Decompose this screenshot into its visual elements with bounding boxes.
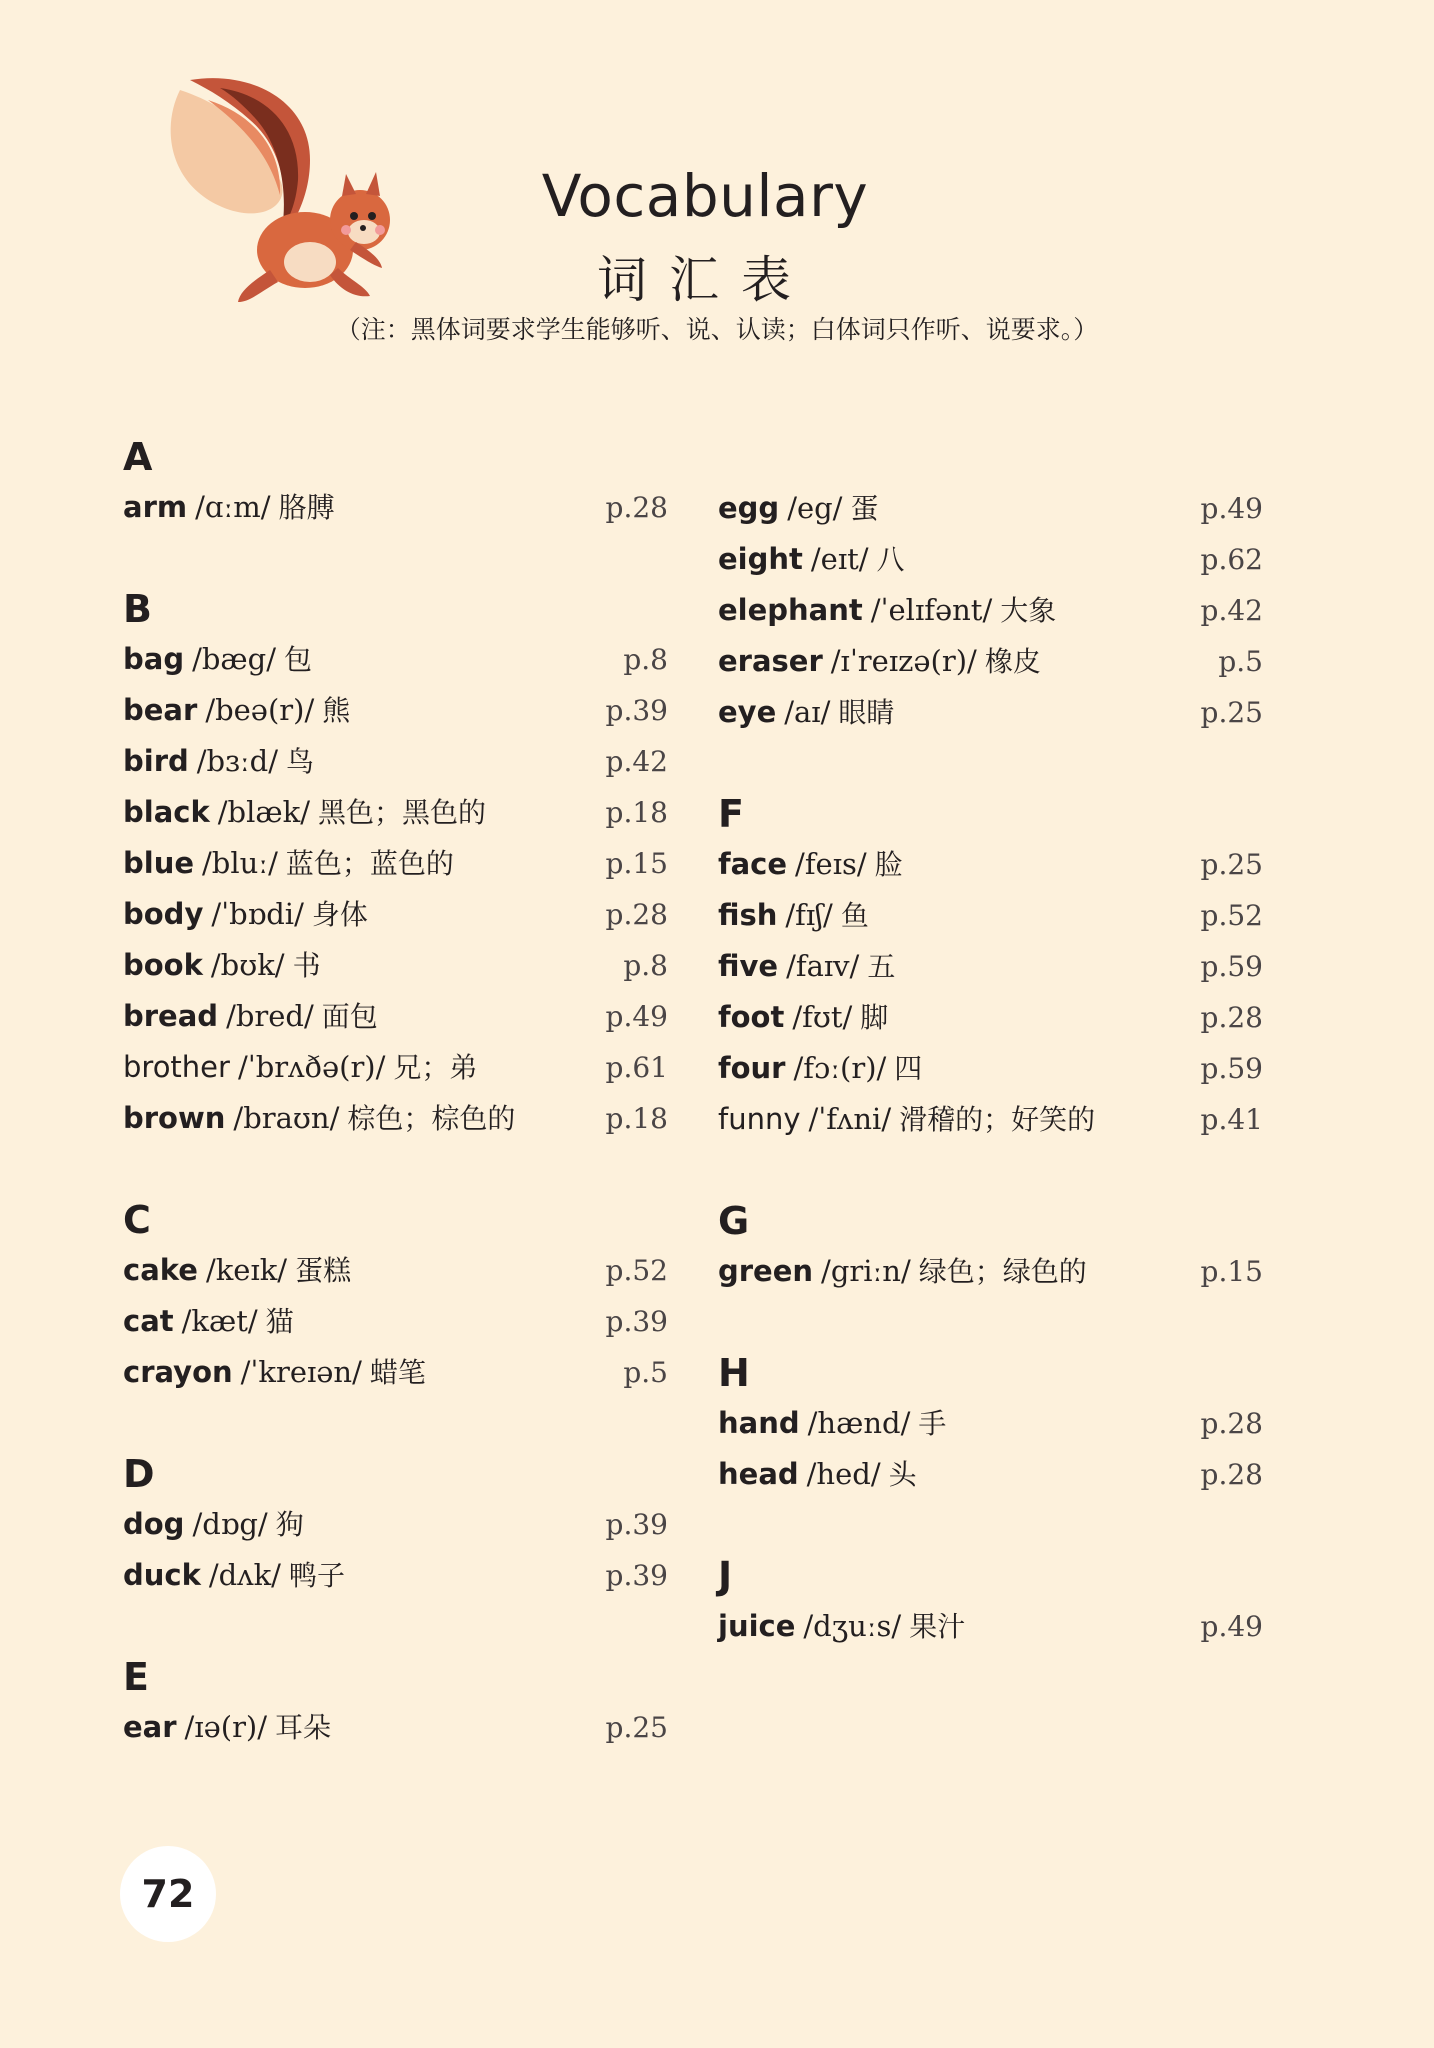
vocab-entry	[718, 941, 1263, 992]
entry-word: crayon	[123, 1355, 233, 1389]
entry-phonetic: /hed/	[806, 1457, 881, 1491]
vocab-entry	[718, 585, 1263, 636]
entry-page-ref: p.39	[605, 1559, 668, 1592]
entry-page-ref: p.5	[623, 1356, 668, 1389]
entry-meaning: 胳膊	[278, 491, 335, 524]
vocab-entry	[718, 839, 1263, 890]
entry-page-ref: p.39	[605, 1508, 668, 1541]
vocab-entry	[123, 1550, 668, 1601]
entry-meaning: 兄；弟	[393, 1051, 478, 1084]
entry-meaning: 蓝色；蓝色的	[285, 847, 454, 880]
entry-phonetic: /fʊt/	[792, 1000, 853, 1034]
vocab-section	[718, 1196, 1263, 1297]
entry-meaning: 大象	[1000, 594, 1057, 627]
entry-word: eraser	[718, 644, 823, 678]
entry-phonetic: /faɪv/	[786, 949, 860, 983]
entry-phonetic: /bʊk/	[210, 948, 285, 982]
entry-word: foot	[718, 1000, 785, 1034]
entry-word: bag	[123, 642, 185, 676]
entry-phonetic: /eɪt/	[810, 542, 869, 576]
entry-phonetic: /ˈelɪfənt/	[870, 593, 993, 627]
entry-meaning: 四	[894, 1052, 923, 1085]
entry-page-ref: p.28	[605, 491, 668, 524]
vocab-entry	[123, 1245, 668, 1296]
entry-phonetic: /bred/	[226, 999, 314, 1033]
vocab-section	[123, 432, 668, 533]
entry-word: dog	[123, 1507, 185, 1541]
section-letter: A	[123, 435, 153, 479]
entry-meaning: 面包	[321, 1000, 378, 1033]
entry-meaning: 蛋	[850, 492, 879, 525]
entry-phonetic: /dɒg/	[192, 1507, 268, 1541]
entry-meaning: 鱼	[840, 899, 869, 932]
entry-word: ear	[123, 1710, 177, 1744]
entry-meaning: 果汁	[909, 1610, 966, 1643]
entry-phonetic: /ɑːm/	[195, 490, 271, 524]
section-letter: F	[718, 792, 744, 836]
entry-meaning: 眼睛	[838, 696, 895, 729]
entry-page-ref: p.42	[605, 745, 668, 778]
entry-word: black	[123, 795, 210, 829]
entry-page-ref: p.41	[1200, 1103, 1263, 1136]
vocab-section	[718, 789, 1263, 1145]
page-subtitle: 词汇表	[597, 251, 813, 309]
entry-page-ref: p.28	[1200, 1001, 1263, 1034]
vocab-entry	[123, 1296, 668, 1347]
entry-phonetic: /feɪs/	[795, 847, 867, 881]
entry-phonetic: /ˈkreɪən/	[240, 1355, 362, 1389]
vocab-entry	[123, 1042, 668, 1093]
entry-page-ref: p.39	[605, 694, 668, 727]
entry-phonetic: /aɪ/	[784, 695, 831, 729]
section-letter: D	[123, 1452, 155, 1496]
entry-meaning: 滑稽的；好笑的	[899, 1103, 1096, 1136]
entry-meaning: 熊	[322, 694, 351, 727]
entry-page-ref: p.52	[1200, 899, 1263, 932]
vocab-entry	[718, 1094, 1263, 1145]
entry-meaning: 手	[918, 1407, 947, 1440]
vocab-entry	[718, 483, 1263, 534]
entry-word: bread	[123, 999, 219, 1033]
entry-meaning: 蛋糕	[295, 1254, 352, 1287]
entry-word: face	[718, 847, 788, 881]
vocab-entry	[123, 634, 668, 685]
entry-phonetic: /bluː/	[202, 846, 278, 880]
vocab-entry	[123, 787, 668, 838]
vocab-entry	[123, 940, 668, 991]
entry-page-ref: p.42	[1200, 594, 1263, 627]
entry-word: hand	[718, 1406, 800, 1440]
vocab-entry	[123, 1347, 668, 1398]
right-column	[718, 483, 1263, 1652]
entry-word: five	[718, 949, 779, 983]
entry-phonetic: /dʒuːs/	[803, 1609, 902, 1643]
entry-page-ref: p.25	[605, 1711, 668, 1744]
page-number: 72	[120, 1846, 216, 1942]
entry-word: bear	[123, 693, 198, 727]
entry-word: green	[718, 1254, 814, 1288]
vocab-entry	[718, 992, 1263, 1043]
entry-word: brown	[123, 1101, 226, 1135]
entry-page-ref: p.61	[605, 1051, 668, 1084]
entry-phonetic: /hænd/	[807, 1406, 911, 1440]
entry-word: body	[123, 897, 204, 931]
vocab-entry	[123, 991, 668, 1042]
entry-page-ref: p.5	[1218, 645, 1263, 678]
entry-meaning: 鸟	[285, 745, 314, 778]
vocab-entry	[718, 1601, 1263, 1652]
entry-word: juice	[718, 1609, 796, 1643]
entry-phonetic: /eg/	[787, 491, 843, 525]
entry-page-ref: p.49	[1200, 492, 1263, 525]
vocab-section	[718, 1348, 1263, 1500]
vocab-entry	[718, 1043, 1263, 1094]
entry-meaning: 橡皮	[984, 645, 1041, 678]
vocab-entry	[718, 1449, 1263, 1500]
entry-phonetic: /fɔː(r)/	[793, 1051, 887, 1085]
entry-phonetic: /blæk/	[217, 795, 310, 829]
entry-page-ref: p.28	[605, 898, 668, 931]
vocab-entry	[123, 838, 668, 889]
entry-page-ref: p.25	[1200, 848, 1263, 881]
vocab-entry	[718, 890, 1263, 941]
entry-phonetic: /dʌk/	[208, 1558, 281, 1592]
entry-phonetic: /ˈfʌni/	[808, 1102, 892, 1136]
entry-page-ref: p.18	[605, 1102, 668, 1135]
entry-word: funny	[718, 1102, 801, 1136]
entry-page-ref: p.8	[623, 643, 668, 676]
entry-meaning: 猫	[265, 1305, 294, 1338]
vocab-entry	[123, 889, 668, 940]
vocab-section	[123, 584, 668, 1144]
entry-word: brother	[123, 1050, 230, 1084]
entry-word: fish	[718, 898, 778, 932]
vocab-section	[718, 1551, 1263, 1652]
vocab-entry	[718, 1398, 1263, 1449]
entry-page-ref: p.59	[1200, 950, 1263, 983]
entry-phonetic: /ɪˈreɪzə(r)/	[830, 644, 977, 678]
vocab-section	[123, 1195, 668, 1398]
entry-page-ref: p.49	[605, 1000, 668, 1033]
entry-page-ref: p.18	[605, 796, 668, 829]
entry-meaning: 脚	[860, 1001, 889, 1034]
entry-page-ref: p.62	[1200, 543, 1263, 576]
vocab-section	[123, 1449, 668, 1601]
section-letter: J	[718, 1554, 733, 1598]
entry-meaning: 绿色；绿色的	[918, 1255, 1087, 1288]
section-letter: H	[718, 1351, 750, 1395]
entry-meaning: 蜡笔	[369, 1356, 426, 1389]
entry-word: eight	[718, 542, 803, 576]
vocab-entry	[718, 1246, 1263, 1297]
entry-meaning: 身体	[311, 898, 368, 931]
vocab-entry	[123, 685, 668, 736]
entry-phonetic: /beə(r)/	[205, 693, 315, 727]
entry-meaning: 棕色；棕色的	[347, 1102, 516, 1135]
entry-phonetic: /kæt/	[181, 1304, 258, 1338]
vocab-entry	[123, 1702, 668, 1753]
entry-meaning: 头	[888, 1458, 917, 1491]
entry-meaning: 黑色；黑色的	[317, 796, 486, 829]
section-letter: B	[123, 587, 152, 631]
entry-meaning: 书	[292, 949, 321, 982]
entry-page-ref: p.28	[1200, 1458, 1263, 1491]
entry-word: eye	[718, 695, 777, 729]
entry-phonetic: /bɜːd/	[196, 744, 278, 778]
vocab-entry	[123, 1093, 668, 1144]
entry-page-ref: p.15	[605, 847, 668, 880]
entry-phonetic: /keɪk/	[205, 1253, 288, 1287]
entry-page-ref: p.59	[1200, 1052, 1263, 1085]
entry-meaning: 耳朵	[275, 1711, 332, 1744]
entry-meaning: 包	[284, 643, 313, 676]
entry-page-ref: p.15	[1200, 1255, 1263, 1288]
entry-page-ref: p.25	[1200, 696, 1263, 729]
entry-word: egg	[718, 491, 780, 525]
entry-word: cat	[123, 1304, 174, 1338]
entry-word: blue	[123, 846, 195, 880]
entry-phonetic: /braʊn/	[233, 1101, 340, 1135]
entry-page-ref: p.49	[1200, 1610, 1263, 1643]
section-letter: G	[718, 1199, 750, 1243]
entry-word: elephant	[718, 593, 863, 627]
vocab-entry	[718, 636, 1263, 687]
entry-meaning: 脸	[874, 848, 903, 881]
entry-word: bird	[123, 744, 189, 778]
entry-meaning: 八	[876, 543, 905, 576]
vocab-entry	[123, 482, 668, 533]
vocab-entry	[718, 687, 1263, 738]
entry-page-ref: p.52	[605, 1254, 668, 1287]
entry-word: cake	[123, 1253, 198, 1287]
vocab-section	[718, 483, 1263, 738]
entry-phonetic: /bæg/	[192, 642, 277, 676]
entry-word: four	[718, 1051, 786, 1085]
entry-phonetic: /griːn/	[821, 1254, 911, 1288]
entry-meaning: 五	[867, 950, 896, 983]
entry-phonetic: /ɪə(r)/	[184, 1710, 268, 1744]
entry-word: head	[718, 1457, 799, 1491]
section-letter: E	[123, 1655, 149, 1699]
entry-meaning: 狗	[275, 1508, 304, 1541]
entry-phonetic: /fɪʃ/	[785, 898, 833, 932]
entry-meaning: 鸭子	[288, 1559, 345, 1592]
entry-page-ref: p.8	[623, 949, 668, 982]
entry-word: book	[123, 948, 203, 982]
instruction-note: （注：黑体词要求学生能够听、说、认读；白体词只作听、说要求。）	[335, 315, 1099, 344]
vocab-entry	[718, 534, 1263, 585]
entry-word: arm	[123, 490, 188, 524]
page-title: Vocabulary	[541, 162, 869, 230]
vocab-entry	[123, 736, 668, 787]
entry-phonetic: /ˈbɒdi/	[211, 897, 304, 931]
section-letter: C	[123, 1198, 151, 1242]
entry-page-ref: p.28	[1200, 1407, 1263, 1440]
entry-phonetic: /ˈbrʌðə(r)/	[237, 1050, 386, 1084]
vocab-entry	[123, 1499, 668, 1550]
left-column	[123, 432, 668, 1753]
entry-word: duck	[123, 1558, 201, 1592]
vocab-section	[123, 1652, 668, 1753]
entry-page-ref: p.39	[605, 1305, 668, 1338]
